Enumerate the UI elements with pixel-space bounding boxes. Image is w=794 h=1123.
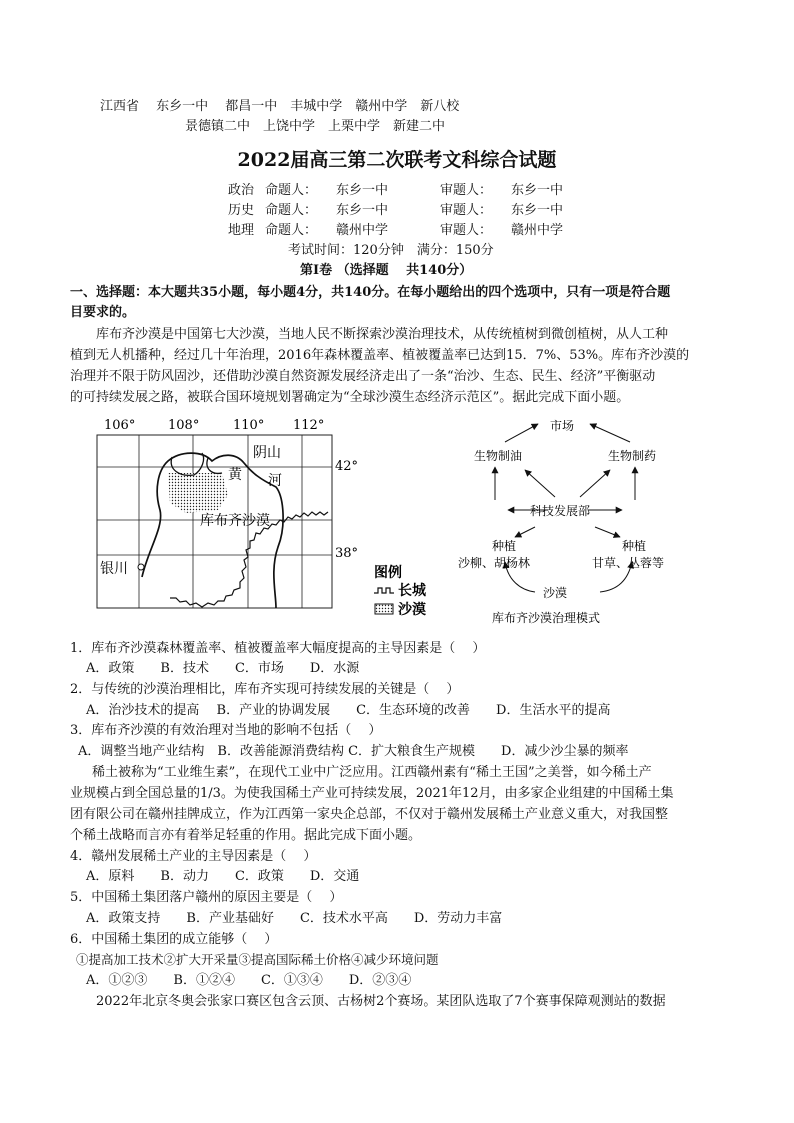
question-options: A．治沙技术的提高 B．产业的协调发展 C．生态环境的改善 D．生活水平的提高	[86, 703, 611, 718]
question-stem: 6．中国稀土集团的成立能够（ ）	[70, 932, 278, 947]
legend-wall-symbol	[374, 588, 394, 593]
passage2-line: 个稀土战略而言亦有着举足轻重的作用。据此完成下面小题。	[70, 828, 422, 843]
question-stem: 2．与传统的沙漠治理相比，库布齐实现可持续发展的关键是（ ）	[70, 682, 460, 697]
passage1-line: 治理并不限于防风固沙，还借助沙漠自然资源发展经济走出了一条“治沙、生态、民生、经济”平衡驱动	[70, 369, 656, 384]
lon-label: 108°	[168, 418, 200, 433]
lat-label: 38°	[335, 546, 359, 561]
question-sub-items: ①提高加工技术②扩大开采量③提高国际稀土价格④减少环境问题	[76, 952, 439, 967]
legend-wall-label: 长城	[398, 583, 426, 599]
staff-setter-label: 命题人：	[265, 223, 318, 238]
node-plant-left: 种植	[492, 539, 517, 553]
passage2-line: 业规模占到全国总量的1/3。为使我国稀土产业可持续发展，2021年12月，由多家企业组建的中国稀土集	[70, 786, 674, 801]
passage1-line: 的可持续发展之路，被联合国环境规划署确定为“全球沙漠生态经济示范区”。据此完成下面小题。	[70, 390, 630, 405]
yinchuan-marker	[138, 564, 144, 570]
legend-desert-symbol	[375, 604, 393, 614]
passage2-line: 团有限公司在赣州挂牌成立，作为江西第一家央企总部，不仅对于赣州发展稀土产业意义重大，对我国整	[70, 807, 669, 822]
staff-setter: 东乡一中	[336, 183, 389, 198]
node-bio-medicine: 生物制药	[608, 449, 657, 463]
question-options: A．政策 B．技术 C．市场 D．水源	[86, 661, 360, 676]
staff-subject: 历史	[228, 203, 255, 218]
lon-label: 106°	[104, 418, 136, 433]
node-market: 市场	[550, 419, 575, 433]
staff-subject: 政治	[228, 183, 255, 198]
staff-setter-label: 命题人：	[265, 183, 318, 198]
passage2-line: 稀土被称为“工业维生素”，在现代工业中广泛应用。江西赣州素有“稀土王国”之美誉，如今稀土产	[92, 765, 652, 780]
page-title: 2022届高三第二次联考文科综合试题	[237, 149, 557, 171]
governance-diagram	[450, 412, 720, 627]
desert-label: 库布齐沙漠	[200, 513, 270, 529]
exam-info: 考试时间：120分钟 满分：150分	[288, 243, 494, 258]
lon-label: 110°	[233, 418, 265, 433]
staff-reviewer: 赣州中学	[511, 223, 564, 238]
question-stem: 1．库布齐沙漠森林覆盖率、植被覆盖率大幅度提高的主导因素是（ ）	[70, 641, 486, 656]
staff-reviewer-label: 审题人：	[440, 223, 493, 238]
kubuqi-map	[90, 415, 450, 625]
schools-line-1: 江西省 东乡一中 都昌一中 丰城中学 赣州中学 新八校	[100, 99, 460, 114]
staff-setter: 东乡一中	[336, 203, 389, 218]
lat-label: 42°	[335, 459, 359, 474]
diagram-caption: 库布齐沙漠治理模式	[492, 611, 601, 625]
section-heading-line-2: 目要求的。	[70, 305, 136, 320]
staff-reviewer-label: 审题人：	[440, 203, 493, 218]
desert-area	[168, 473, 228, 513]
node-desert: 沙漠	[543, 586, 568, 600]
staff-reviewer-label: 审题人：	[440, 183, 493, 198]
schools-line-2: 景德镇二中 上饶中学 上栗中学 新建二中	[185, 119, 446, 134]
staff-subject: 地理	[228, 223, 255, 238]
question-options: A．政策支持 B．产业基础好 C．技术水平高 D．劳动力丰富	[86, 911, 503, 926]
yinchuan-label: 银川	[100, 561, 128, 577]
node-plant-left-species: 沙柳、胡杨林	[458, 556, 531, 570]
volume-heading: 第Ⅰ卷 （选择题 共140分）	[300, 263, 473, 278]
question-options: A．调整当地产业结构 B．改善能源消费结构 C．扩大粮食生产规模 D．减少沙尘暴的频率	[78, 744, 629, 759]
question-stem: 5．中国稀土集团落户赣州的原因主要是（ ）	[70, 890, 343, 905]
node-tech-department: 科技发展部	[530, 504, 591, 518]
staff-reviewer: 东乡一中	[511, 203, 564, 218]
passage1-line: 库布齐沙漠是中国第七大沙漠，当地人民不断探索沙漠治理技术，从传统植树到微创植树，从人工种	[96, 327, 669, 342]
question-options: A．①②③ B．①②④ C．①③④ D．②③④	[86, 973, 412, 988]
node-plant-right: 种植	[622, 539, 647, 553]
question-stem: 3．库布齐沙漠的有效治理对当地的影响不包括（ ）	[70, 723, 382, 738]
section-heading-line-1: 一、选择题：本大题共35小题，每小题4分，共140分。在每小题给出的四个选项中，只有一项是符合题	[70, 285, 671, 300]
legend-title: 图例	[374, 565, 402, 581]
he-label: 河	[268, 473, 282, 489]
staff-setter: 赣州中学	[336, 223, 389, 238]
river-channel	[207, 458, 222, 473]
legend-desert-label: 沙漠	[398, 602, 426, 618]
question-options: A．原料 B．动力 C．政策 D．交通	[86, 869, 360, 884]
lon-label: 112°	[293, 418, 325, 433]
passage1-line: 植到无人机播种，经过几十年治理，2016年森林覆盖率、植被覆盖率已达到15．7%、53%。库布齐沙漠的	[70, 348, 690, 363]
staff-setter-label: 命题人：	[265, 203, 318, 218]
question-stem: 4．赣州发展稀土产业的主导因素是（ ）	[70, 849, 317, 864]
staff-reviewer: 东乡一中	[511, 183, 564, 198]
huang-label: 黄	[228, 467, 242, 483]
node-bio-oil: 生物制油	[474, 449, 523, 463]
passage3-line: 2022年北京冬奥会张家口赛区包含云顶、古杨树2个赛场。某团队选取了7个赛事保障观测站的数据	[96, 994, 666, 1009]
yinshan-label: 阴山	[253, 445, 281, 461]
node-plant-right-species: 甘草、丛蓉等	[592, 556, 665, 570]
